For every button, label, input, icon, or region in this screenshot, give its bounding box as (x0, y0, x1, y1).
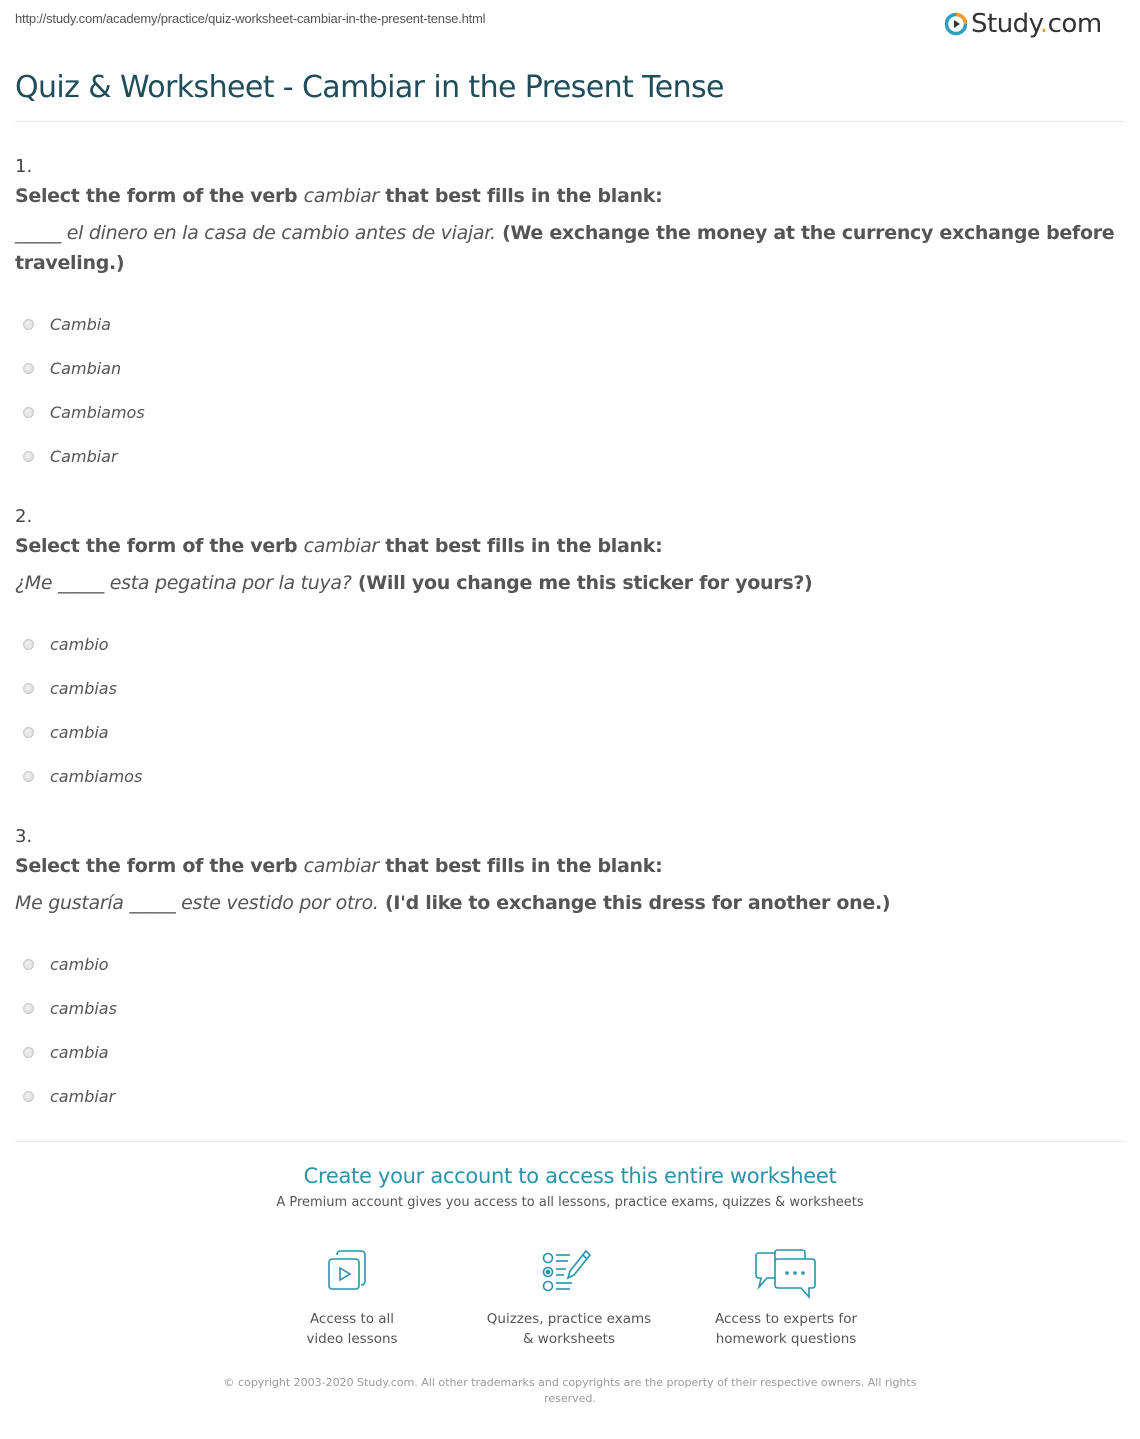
radio-button[interactable] (23, 363, 34, 374)
answer-option[interactable]: Cambia (15, 302, 1115, 346)
question-sentence: ¿Me _____ esta pegatina por la tuya? (Will you change me this sticker for yours?) (15, 572, 813, 594)
radio-button[interactable] (23, 1003, 34, 1014)
video-lessons-icon (317, 1247, 387, 1301)
question-1 (15, 156, 1115, 478)
feature-label: Access to experts for homework questions (714, 1311, 857, 1347)
answer-option[interactable]: cambio (15, 942, 1115, 986)
answer-options (15, 622, 1115, 798)
answer-options (15, 942, 1115, 1118)
answer-option[interactable]: Cambiamos (15, 390, 1115, 434)
radio-button[interactable] (23, 407, 34, 418)
question-number: 2. (15, 506, 33, 527)
question-prompt: Select the form of the verb cambiar that best fills in the blank: (15, 855, 663, 877)
radio-button[interactable] (23, 1047, 34, 1058)
radio-button[interactable] (23, 959, 34, 970)
cta-subtitle: A Premium account gives you access to all lessons, practice exams, quizzes & worksheets (276, 1195, 864, 1210)
feature-label: Access to all video lessons (306, 1311, 398, 1347)
answer-option[interactable]: cambiar (15, 1074, 1115, 1118)
radio-button[interactable] (23, 771, 34, 782)
radio-button[interactable] (23, 639, 34, 650)
answer-option[interactable]: cambia (15, 710, 1115, 754)
answer-options (15, 302, 1115, 478)
question-3 (15, 826, 1115, 1118)
feature-label: Quizzes, practice exams & worksheets (486, 1311, 652, 1347)
answer-option[interactable]: Cambian (15, 346, 1115, 390)
page-title: Quiz & Worksheet - Cambiar in the Present Tense (15, 70, 724, 105)
copyright-notice: © copyright 2003-2020 Study.com. All other trademarks and copyrights are the property of their respective owners. All rights reserved. (223, 1376, 917, 1405)
radio-button[interactable] (23, 683, 34, 694)
question-2 (15, 506, 1115, 798)
page-url: http://study.com/academy/practice/quiz-worksheet-cambiar-in-the-present-tense.html (15, 11, 486, 26)
answer-option[interactable]: cambiamos (15, 754, 1115, 798)
question-number: 1. (15, 156, 33, 177)
question-number: 3. (15, 826, 33, 847)
answer-option[interactable]: cambio (15, 622, 1115, 666)
question-sentence: _____ el dinero en la casa de cambio antes de viajar. (We exchange the money at the currency exchange before traveling.) (15, 222, 1115, 274)
question-prompt: Select the form of the verb cambiar that best fills in the blank: (15, 535, 663, 557)
play-circle-icon (944, 12, 968, 36)
quiz-checklist-icon (534, 1247, 604, 1301)
radio-button[interactable] (23, 1091, 34, 1102)
feature-video-lessons (242, 1247, 462, 1349)
divider (15, 121, 1125, 122)
answer-option[interactable]: cambias (15, 666, 1115, 710)
chat-bubbles-icon (751, 1247, 821, 1301)
answer-option[interactable]: cambias (15, 986, 1115, 1030)
answer-option[interactable]: Cambiar (15, 434, 1115, 478)
feature-experts (676, 1247, 896, 1349)
logo-text: Study.com (971, 9, 1102, 39)
divider (15, 1141, 1125, 1142)
radio-button[interactable] (23, 319, 34, 330)
cta-title[interactable]: Create your account to access this entire worksheet (303, 1164, 837, 1188)
radio-button[interactable] (23, 451, 34, 462)
study-logo[interactable] (944, 9, 1102, 39)
answer-option[interactable]: cambia (15, 1030, 1115, 1074)
feature-quizzes (459, 1247, 679, 1349)
question-sentence: Me gustaría _____ este vestido por otro. (I'd like to exchange this dress for another one.) (15, 892, 891, 914)
question-prompt: Select the form of the verb cambiar that best fills in the blank: (15, 185, 663, 207)
radio-button[interactable] (23, 727, 34, 738)
